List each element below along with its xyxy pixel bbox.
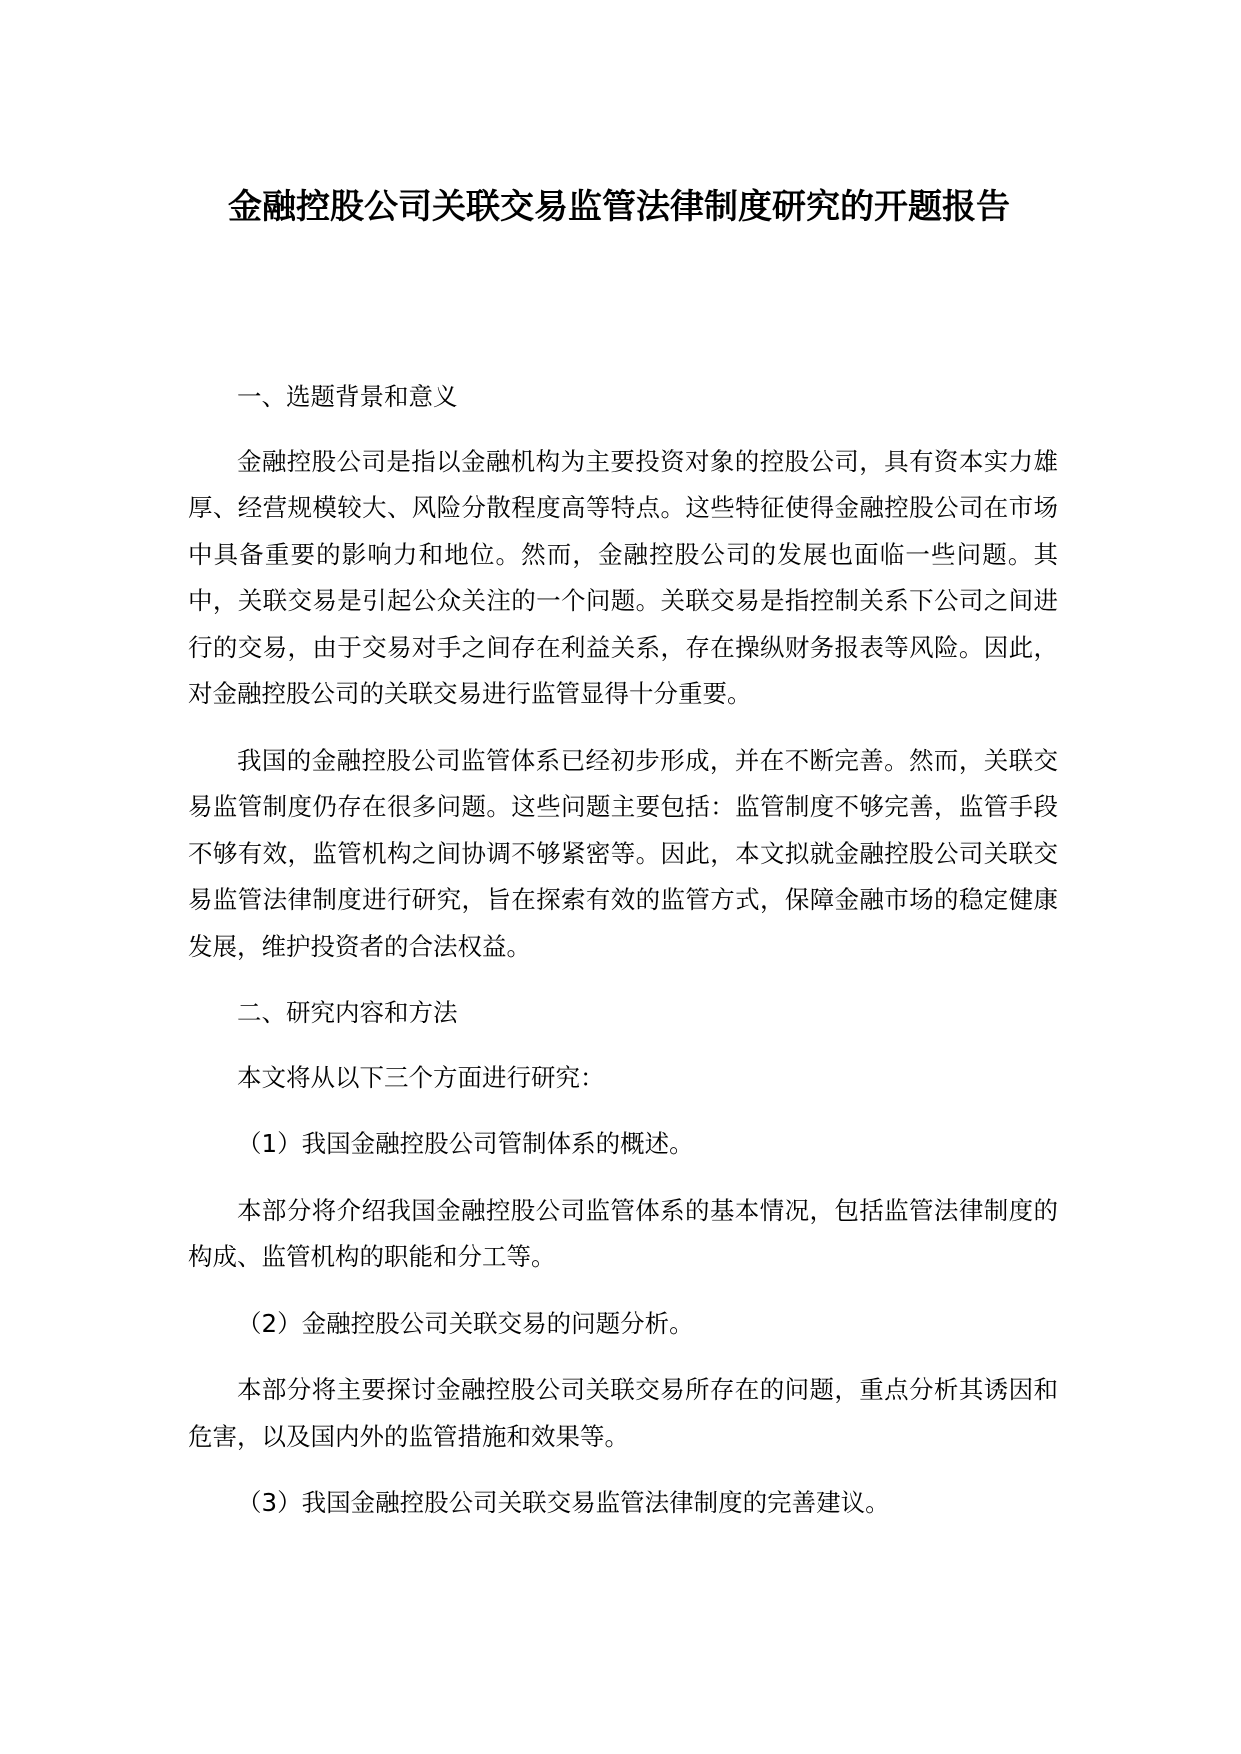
document-body	[188, 374, 1058, 1547]
subsection-heading-2: （2）金融控股公司关联交易的问题分析。	[237, 1308, 694, 1338]
document-title: 金融控股公司关联交易监管法律制度研究的开题报告	[228, 187, 1010, 227]
section-heading-2: 二、研究内容和方法	[237, 998, 458, 1027]
subsection-heading-1: （1）我国金融控股公司管制体系的概述。	[237, 1129, 694, 1158]
paragraph: 我国的金融控股公司监管体系已经初步形成，并在不断完善。然而，关联交易监管制度仍存在很多问题。这些问题主要包括：监管制度不够完善，监管手段不够有效，监管机构之间协调不够紧密等。因此，本文拟就金融控股公司关联交易监管法律制度进行研究，旨在探索有效的监管方式，保障金融市场的稳定健康发展，维护投资者的合法权益。	[188, 745, 1058, 961]
paragraph: 本部分将介绍我国金融控股公司监管体系的基本情况，包括监管法律制度的构成、监管机构的职能和分工等。	[188, 1195, 1058, 1271]
paragraph: 本文将从以下三个方面进行研究：	[237, 1062, 605, 1092]
paragraph: 金融控股公司是指以金融机构为主要投资对象的控股公司，具有资本实力雄厚、经营规模较大、风险分散程度高等特点。这些特征使得金融控股公司在市场中具备重要的影响力和地位。然而，金融控股公司的发展也面临一些问题。其中，关联交易是引起公众关注的一个问题。关联交易是指控制关系下公司之间进行的交易，由于交易对手之间存在利益关系，存在操纵财务报表等风险。因此，对金融控股公司的关联交易进行监管显得十分重要。	[188, 446, 1058, 708]
section-heading-1: 一、选题背景和意义	[237, 382, 458, 411]
subsection-heading-3: （3）我国金融控股公司关联交易监管法律制度的完善建议。	[237, 1488, 890, 1517]
paragraph: 本部分将主要探讨金融控股公司关联交易所存在的问题，重点分析其诱因和危害，以及国内外的监管措施和效果等。	[188, 1375, 1058, 1451]
